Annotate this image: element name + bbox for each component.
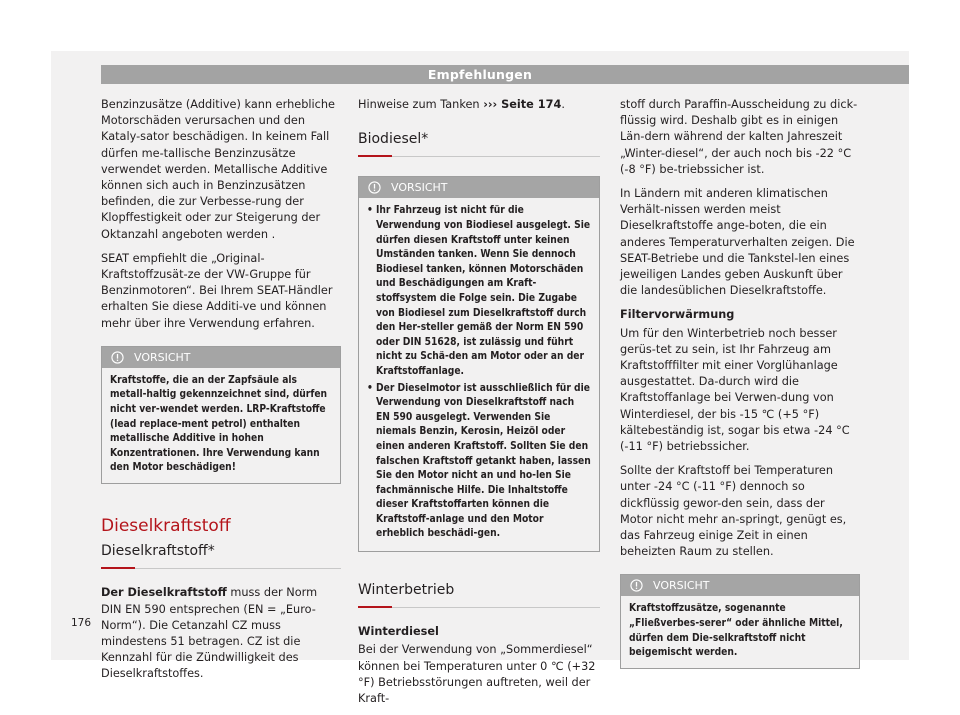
warning-icon [111,351,124,364]
warning-text: Kraftstoffe, die an der Zapfsäule als metall-haltig gekennzeichnet sind, dürfen nicht ver-wendet werden. LRP-Kraftstoffe (lead replace-ment petrol) enthalten metallische Additive in hohen Konzentrationen. Ihre Verwendung kann den Motor beschädigen! [110,374,328,474]
paragraph [358,97,600,113]
paragraph-text: muss der Norm DIN EN 590 entsprechen (EN = „Euro-Norm“). Die Cetanzahl CZ muss mindestens 51 betragen. CZ ist die Kennzahl für die Zündwilligkeit des Dieselkraftstoffes. [101,586,318,681]
warning-bullet: • Ihr Fahrzeug ist nicht für die Verwendung von Biodiesel ausgelegt. Sie dürfen diesen Kraftstoff unter keinen Umständen tanken. Wenn Sie dennoch Biodiesel tanken, können Motorschäden und Beschädigungen am Kraft-stoffsystem die Folge sein. Die Zugabe von Biodiesel zum Dieselkraftstoff durch den Her-steller gemäß der Norm EN 590 oder DIN 51628, ist zulässig und führt nicht zu Schä-den am Motor oder an der Kraftstoffanlage. [367,204,591,379]
warning-title: VORSICHT [134,350,191,364]
warning-icon [368,181,381,194]
warning-title: VORSICHT [391,181,448,195]
paragraph: Um für den Winterbetrieb noch besser gerüs-tet zu sein, ist Ihr Fahrzeug am Kraftstofffilter mit einer Vorglühanlage ausgestattet. Da-durch wird die Kraftstoffanlage bei Verwen-dung von Winterdiesel, der bis -15 ℃ (+5 °F) kältebeständig ist, sogar bis etwa -24 °C (-11 °F) betriebssicher. [620,326,850,454]
column-3 [620,97,860,669]
subsection-title: Dieselkraftstoff* [101,543,341,569]
term: Der Dieselkraftstoff [101,586,227,600]
warning-header [621,575,859,596]
warning-box [620,574,860,668]
page-reference-link[interactable]: ››› Seite 174 [483,98,562,111]
paragraph: Bei der Verwendung von „Sommerdiesel“ können bei Temperaturen unter 0 ℃ (+32 °F) Betriebsstörungen auftreten, weil der Kraft- [358,643,596,706]
warning-bullet: • Der Dieselmotor ist ausschließlich für die Verwendung von Dieselkraftstoff nach EN 590 ausgelegt. Verwenden Sie niemals Benzin, Kerosin, Heizöl oder einen anderen Kraftstoff. Sollten Sie den falschen Kraftstoff getankt haben, lassen Sie den Motor nicht an und ho-len Sie fachmännische Hilfe. Die Inhaltstoffe dieser Kraftstoffarten können die Kraftstoff-anlage und den Motor erheblich beschädi-gen. [367,382,591,543]
page-header: Empfehlungen [51,65,909,84]
paragraph-heading: Winterdiesel [358,625,439,639]
paragraph: Sollte der Kraftstoff bei Temperaturen unter -24 °C (-11 °F) dennoch so dickflüssig gewor-den sein, dass der Motor nicht mehr an-springt, genügt es, das Fahrzeug einige Zeit in einen beheizten Raum zu stellen. [620,464,847,559]
paragraph: stoff durch Paraffin-Ausscheidung zu dick-flüssig wird. Deshalb gibt es in einigen Län-dern während der kalten Jahreszeit „Winter-diesel“, der auch noch bis -22 °C (-8 °F) be-triebssicher ist. [620,98,858,176]
paragraph-end: . [561,98,565,111]
paragraph: In Ländern mit anderen klimatischen Verhält-nissen werden meist Dieselkraftstoffe ange-boten, die ein anderes Temperaturverhalten zeigen. Die SEAT-Betriebe und die Tankstel-len eines jeweiligen Landes geben Auskunft über die landesüblichen Dieselkraftstoffe. [620,187,855,298]
section-title: Dieselkraftstoff [101,516,231,536]
paragraph: Benzinzusätze (Additive) kann erhebliche Motorschäden verursachen und den Kataly-sator beschädigen. In keinem Fall dürfen me-tallische Benzinzusätze verwendet werden. Metallische Additive können sich auch in Benzinzusätzen befinden, die zur Verbesse-rung der Klopffestigkeit oder zur Steigerung der Oktanzahl angeboten werden . [101,98,335,241]
paragraph-heading: Filtervorwärmung [620,308,735,322]
subsection-title: Winterbetrieb [358,582,600,608]
warning-box [358,176,600,552]
column-1 [101,97,341,691]
warning-title: VORSICHT [653,579,710,593]
warning-text: Kraftstoffzusätze, sogenannte „Fließverbes-serer“ oder ähnliche Mittel, dürfen dem Die-selkraftstoff nicht beigemischt werden. [629,603,843,659]
paragraph: SEAT empfiehlt die „Original-Kraftstoffzusät-ze der VW-Gruppe für Benzinmotoren“. Bei Ihrem SEAT-Händler erhalten Sie diese Additi-ve und können mehr über ihre Verwendung erfahren. [101,251,333,330]
warning-header [359,177,599,198]
warning-body [359,198,599,551]
header-left-margin [51,65,101,84]
warning-header [102,347,340,368]
paragraph [101,585,341,682]
warning-box [101,346,341,484]
paragraph-text: Hinweise zum Tanken [358,98,484,111]
warning-icon [630,579,643,592]
subsection-title: Biodiesel* [358,131,600,157]
page-number: 176 [71,617,92,629]
column-2 [358,97,600,715]
